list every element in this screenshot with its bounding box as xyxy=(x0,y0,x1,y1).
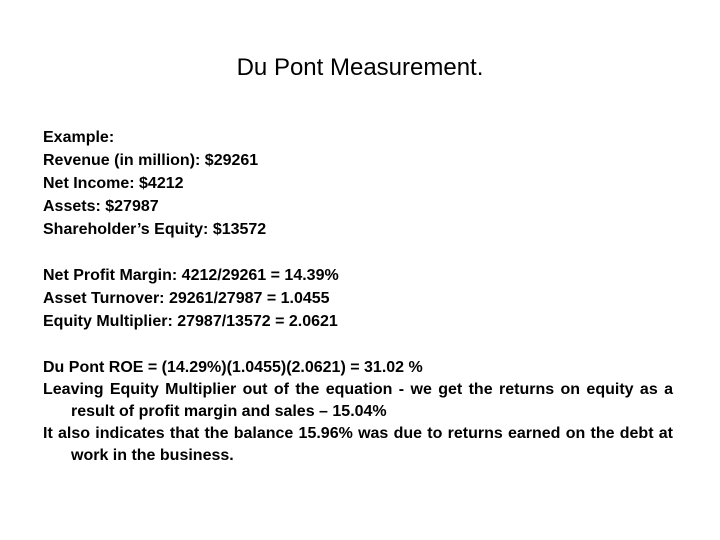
spacer xyxy=(43,241,673,264)
revenue-line: Revenue (in million): $29261 xyxy=(43,152,259,169)
net-income-line: Net Income: $4212 xyxy=(43,175,184,192)
balance-paragraph: It also indicates that the balance 15.96% was due to returns earned on the debt at work in the business. xyxy=(43,425,673,464)
spacer xyxy=(43,333,673,356)
equity-line: Shareholder’s Equity: $13572 xyxy=(43,221,267,238)
example-heading: Example: xyxy=(43,129,115,146)
net-profit-margin-line: Net Profit Margin: 4212/29261 = 14.39% xyxy=(43,267,339,284)
leaving-equity-paragraph: Leaving Equity Multiplier out of the equation - we get the returns on equity as a result of profit margin and sales – 15.04% xyxy=(43,381,673,420)
asset-turnover-line: Asset Turnover: 29261/27987 = 1.0455 xyxy=(43,290,330,307)
slide-body xyxy=(43,126,673,467)
du-pont-roe-line: Du Pont ROE = (14.29%)(1.0455)(2.0621) = 31.02 % xyxy=(43,359,423,376)
page-title: Du Pont Measurement. xyxy=(236,54,484,81)
equity-multiplier-line: Equity Multiplier: 27987/13572 = 2.0621 xyxy=(43,313,338,330)
assets-line: Assets: $27987 xyxy=(43,198,159,215)
